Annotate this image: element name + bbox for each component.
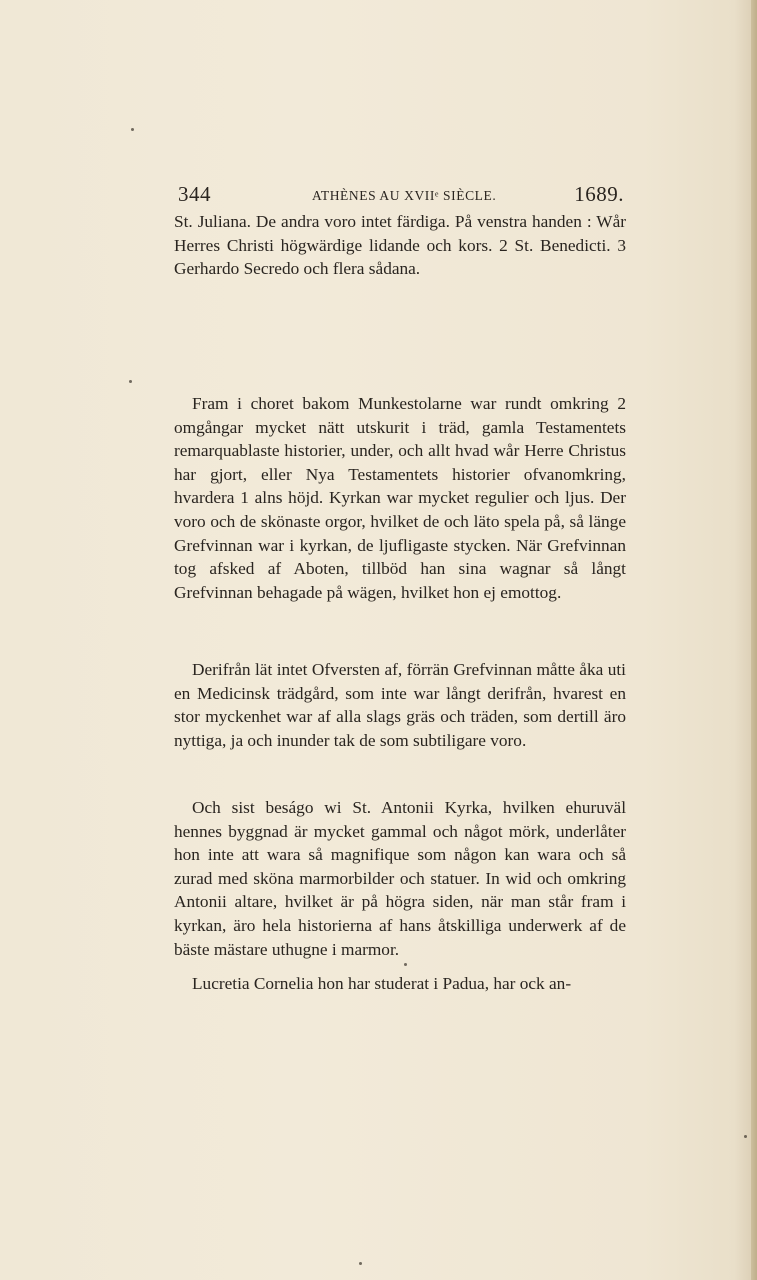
paper-speck [129, 380, 132, 383]
year-label: 1689. [574, 182, 624, 206]
paragraph-3: Derifrån lät intet Ofversten af, förrän Grefvinnan måtte åka uti en Medicinsk trädgård, som inte war långt derifrån, hvarest en stor myckenhet war af alla slags gräs och träden, som dertill äro nyttiga, ja och inunder tak de som subtiligare voro. [174, 660, 626, 750]
paper-speck [744, 1135, 747, 1138]
paper-speck [359, 1262, 362, 1265]
page-number: 344 [178, 182, 211, 206]
paragraph-4: Och sist beságo wi St. Antonii Kyrka, hvilken ehuruväl hennes byggnad är mycket gammal och något mörk, underlåter hon inte att wara så magnifique som någon kan wara och så zurad med sköna marmorbilder och statuer. In wid och omkring Antonii altare, hvilket är på högra siden, när man står fram i kyrkan, äro hela historierna af hans åtskilliga underwerk af de bäste mästare uthugne i marmor. [174, 798, 626, 959]
paper-speck [404, 963, 407, 966]
page-edge [751, 0, 757, 1280]
paragraph-1: St. Juliana. De andra voro intet färdiga. På venstra handen : Wår Herres Christi högwärdige lidande och kors. 2 St. Benedicti. 3 Gerhardo Secredo och flera sådana. [174, 212, 626, 279]
running-title: ATHÈNES AU XVIIᵉ SIÈCLE. [312, 188, 497, 203]
paragraph-2: Fram i choret bakom Munkestolarne war rundt omkring 2 omgångar mycket nätt utskurit i träd, gamla Testamentets remarquablaste historier, under, och allt hvad wår Herre Christus har gjort, eller Nya Testamentets historier ofvanomkring, hvardera 1 alns höjd. Kyrkan war mycket regulier och ljus. Der voro och de skönaste orgor, hvilket de och läto spela på, så länge Grefvinnan war i kyrkan, de ljufligaste stycken. När Grefvinnan tog afsked af Aboten, tillböd han sina wagnar så långt Grefvinnan behagade på wägen, hvilket hon ej emottog. [174, 394, 626, 602]
running-head [178, 182, 624, 212]
paper-speck [131, 128, 134, 131]
paragraph-5: Lucretia Cornelia hon har studerat i Padua, har ock an- [192, 974, 572, 993]
